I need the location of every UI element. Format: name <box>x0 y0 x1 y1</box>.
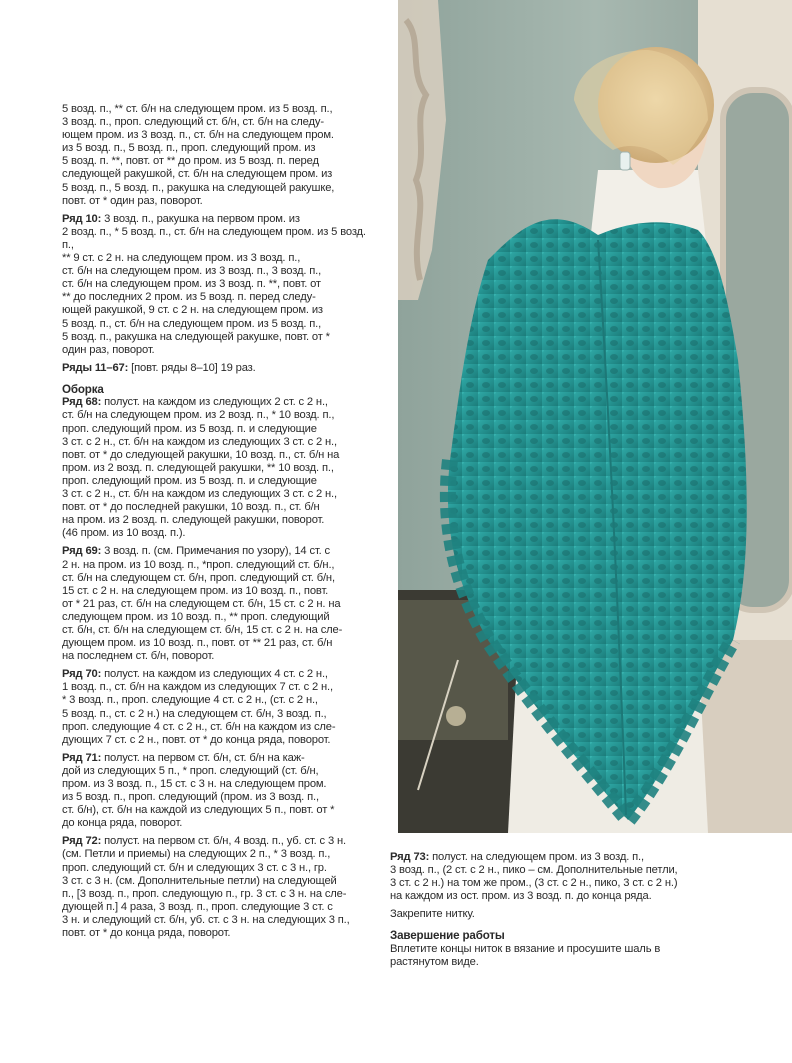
left-column <box>62 103 380 945</box>
intro-paragraph: 5 возд. п., ** ст. б/н на следующем пром. из 5 возд. п., 3 возд. п., проп. следующий ст. б/н, ст. б/н на следу- ющем пром. из 3 возд. п., ст. б/н на следующем пром. из 5 возд. п., 5 возд. п., проп. следующий пром. из 5 возд. п. **, повт. от ** до пром. из 5 возд. п. перед следующей ракушкой, ст. б/н на следующем пром. из 5 возд. п., 5 возд. п., ракушка на следующей ракушке, повт. от * один раз, поворот. <box>62 103 335 207</box>
row-69-paragraph: Ряд 69: 3 возд. п. (см. Примечания по узору), 14 ст. с 2 н. на пром. из 10 возд. п., *проп. следующий ст. б/н., ст. б/н на следующем ст. б/н, проп. следующий ст. б/н, 15 ст. с 2 н. на следующем пром. из 10 возд. п., повт. от * 21 раз, ст. б/н на следующем ст. б/н, 15 ст. с 2 н. на следующем пром. из 10 возд. п., ** проп. следующий ст. б/н, ст. б/н на следующем ст. б/н, 15 ст. с 2 н. на сле- дующем пром. из 10 возд. п., повт. от ** 21 раз, ст. б/н на последнем ст. б/н, поворот. <box>62 545 343 663</box>
row-70-paragraph: Ряд 70: полуст. на каждом из следующих 4 ст. с 2 н., 1 возд. п., ст. б/н на каждом из следующих 7 ст. с 2 н., * 3 возд. п., проп. следующие 4 ст. с 2 н., (ст. с 2 н., 5 возд. п., ст. с 2 н.) на следующем ст. б/н, 3 возд. п., проп. следующие 4 ст. с 2 н., ст. б/н на каждом из сле- дующих 7 ст. с 2 н., повт. от * до конца ряда, поворот. <box>62 668 336 746</box>
section-heading-ruffle: Оборка <box>62 382 104 396</box>
row-73-paragraph: Ряд 73: полуст. на следующем пром. из 3 возд. п., 3 возд. п., (2 ст. с 2 н., пико – см. Дополнительные петли, 3 ст. с 2 н.) на том же пром., (3 ст. с 2 н., пико, 3 ст. с 2 н.) на каждом из ост. пром. из 3 возд. п. до конца ряда. <box>390 851 678 903</box>
row-label: Ряд 73: <box>390 851 430 863</box>
right-column <box>390 851 710 974</box>
rows-11-67-paragraph: Ряды 11–67: [повт. ряды 8–10] 19 раз. <box>62 361 256 374</box>
row-label: Ряды 11–67: <box>62 361 129 374</box>
finishing-paragraph: Вплетите концы ниток в вязание и просушите шаль в растянутом виде. <box>390 942 661 969</box>
earring <box>620 152 630 170</box>
row-label: Ряд 70: <box>62 668 102 681</box>
fasten-paragraph: Закрепите нитку. <box>390 908 475 921</box>
row-label: Ряд 71: <box>62 751 102 764</box>
shawl-photo <box>398 0 792 833</box>
row-10-paragraph: Ряд 10: 3 возд. п., ракушка на первом пром. из 2 возд. п., * 5 возд. п., ст. б/н на следующем пром. из 5 возд. п., ** 9 ст. с 2 н. на следующем пром. из 3 возд. п., ст. б/н на следующем пром. из 3 возд. п., 3 возд. п., ст. б/н на следующем пром. из 3 возд. п. **, повт. от ** до последних 2 пром. из 5 возд. п. перед следу- ющей ракушкой, 9 ст. с 2 н. на следующем пром. из 5 возд. п., ст. б/н на следующем пром. из 5 возд. п., 5 возд. п., ракушка на следующей ракушке, повт. от * один раз, поворот. <box>62 212 366 356</box>
row-68-paragraph: Ряд 68: полуст. на каждом из следующих 2 ст. с 2 н., ст. б/н на следующем пром. из 2 возд. п., * 10 возд. п., проп. следующий пром. из 5 возд. п. и следующие 3 ст. с 2 н., ст. б/н на каждом из следующих 3 ст. с 2 н., повт. от * до следующей ракушки, 10 возд. п., ст. б/н на пром. из 2 возд. п. следующей ракушки, ** 10 возд. п., проп. следующий пром. из 5 возд. п. и следующие 3 ст. с 2 н., ст. б/н на каждом из следующих 3 ст. с 2 н., повт. от * до последней ракушки, 10 возд. п., ст. б/н на пром. из 2 возд. п. следующей ракушки, поворот. (46 пром. из 10 возд. п.). <box>62 396 340 540</box>
row-label: Ряд 72: <box>62 835 102 848</box>
row-71-paragraph: Ряд 71: полуст. на первом ст. б/н, ст. б/н на каж- дой из следующих 5 п., * проп. следующий (ст. б/н, пром. из 3 возд. п., 15 ст. с 3 н. на следующем пром. из 5 возд. п., проп. следующий (пром. из 3 возд. п., ст. б/н), ст. б/н на каждой из следующих 5 п., повт. от * до конца ряда, поворот. <box>62 751 335 830</box>
row-72-paragraph: Ряд 72: полуст. на первом ст. б/н, 4 возд. п., уб. ст. с 3 н. (см. Петли и приемы) на следующих 2 п., * 3 возд. п., проп. следующий ст. б/н и следующих 3 ст. с 3 н., гр. 3 ст. с 3 н. (см. Дополнительные петли) на следующей п., [3 возд. п., проп. следующую п., гр. 3 ст. с 3 н. на сле- дующей п.] 4 раза, 3 возд. п., проп. следующие 3 ст. с 3 н. и следующий ст. б/н, уб. ст. с 3 н. на следующих 3 п., повт. от * до конца ряда, поворот. <box>62 835 350 940</box>
row-label: Ряд 69: <box>62 545 102 558</box>
row-label: Ряд 10: <box>62 212 102 225</box>
section-heading-finishing: Завершение работы <box>390 929 505 943</box>
row-label: Ряд 68: <box>62 396 102 409</box>
